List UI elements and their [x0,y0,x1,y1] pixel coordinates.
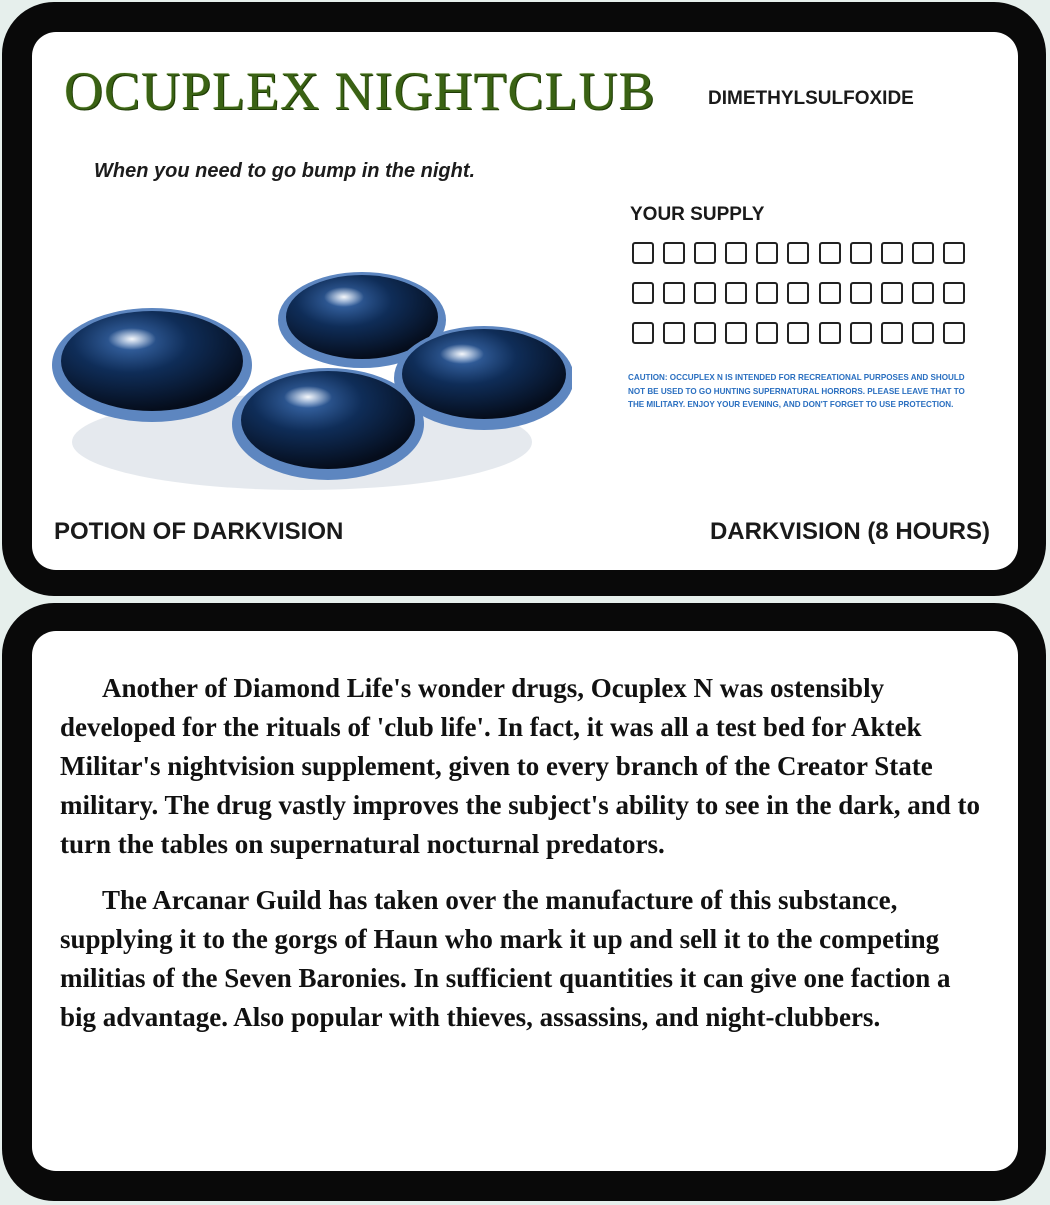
supply-checkbox[interactable] [632,322,654,344]
supply-checkbox[interactable] [787,322,809,344]
supply-checkbox[interactable] [756,282,778,304]
supply-checkbox[interactable] [694,322,716,344]
supply-checkbox[interactable] [663,282,685,304]
lore-paragraph: Another of Diamond Life's wonder drugs, Ocuplex N was ostensibly developed for the rituals of 'club life'. In fact, it was all a test bed for Aktek Militar's nightvision supplement, given to every branch of the Creator State military. The drug vastly improves the subject's ability to see in the dark, and to turn the tables on supernatural nocturnal predators. [60,673,981,859]
supply-checkbox[interactable] [943,242,965,264]
tagline: When you need to go bump in the night. [94,160,476,182]
supply-checkbox[interactable] [943,322,965,344]
supply-checkbox[interactable] [725,322,747,344]
supply-checkbox[interactable] [632,242,654,264]
supply-checkbox[interactable] [694,282,716,304]
supply-checkbox[interactable] [632,282,654,304]
lore-text [60,669,990,1054]
card-front-face [32,32,1018,570]
supply-checkbox[interactable] [943,282,965,304]
supply-checkbox[interactable] [787,282,809,304]
supply-checkbox[interactable] [912,322,934,344]
capsule [52,308,252,422]
caution-text: CAUTION: OCCUPLEX N IS INTENDED FOR RECREATIONAL PURPOSES AND SHOULD NOT BE USED TO GO HUNTING SUPERNATURAL HORRORS. PLEASE LEAVE THAT TO THE MILITARY. ENJOY YOUR EVENING, AND DON'T FORGET TO USE PROTECTION. [628,373,965,409]
supply-checkbox[interactable] [881,242,903,264]
supply-checkbox[interactable] [850,282,872,304]
supply-checkbox-grid [632,242,965,344]
supply-checkbox[interactable] [881,322,903,344]
effect-label: DARKVISION (8 HOURS) [709,518,990,545]
card-back-face [32,631,1018,1171]
supply-checkbox[interactable] [881,282,903,304]
supply-checkbox[interactable] [819,322,841,344]
supply-checkbox[interactable] [725,282,747,304]
brand-title: OCUPLEX NIGHTCLUB [64,61,656,121]
capsules-illustration [52,232,572,502]
item-name: POTION OF DARKVISION [54,518,344,545]
supply-checkbox[interactable] [787,242,809,264]
supply-checkbox[interactable] [850,322,872,344]
supply-checkbox[interactable] [694,242,716,264]
supply-checkbox[interactable] [912,242,934,264]
supply-checkbox[interactable] [663,322,685,344]
supply-checkbox[interactable] [725,242,747,264]
supply-checkbox[interactable] [756,322,778,344]
chemical-name: DIMETHYLSULFOXIDE [708,88,914,109]
supply-title: YOUR SUPPLY [630,204,765,225]
supply-checkbox[interactable] [850,242,872,264]
card-front [2,2,1046,596]
lore-paragraph: The Arcanar Guild has taken over the manufacture of this substance, supplying it to the gorgs of Haun who mark it up and sell it to the competing militias of the Seven Baronies. In sufficient quantities it can give one faction a big advantage. Also popular with thieves, assassins, and night-clubbers. [60,885,951,1032]
supply-checkbox[interactable] [819,242,841,264]
capsule [232,368,424,480]
supply-checkbox[interactable] [663,242,685,264]
supply-checkbox[interactable] [819,282,841,304]
card-back [2,603,1046,1201]
supply-checkbox[interactable] [756,242,778,264]
supply-checkbox[interactable] [912,282,934,304]
